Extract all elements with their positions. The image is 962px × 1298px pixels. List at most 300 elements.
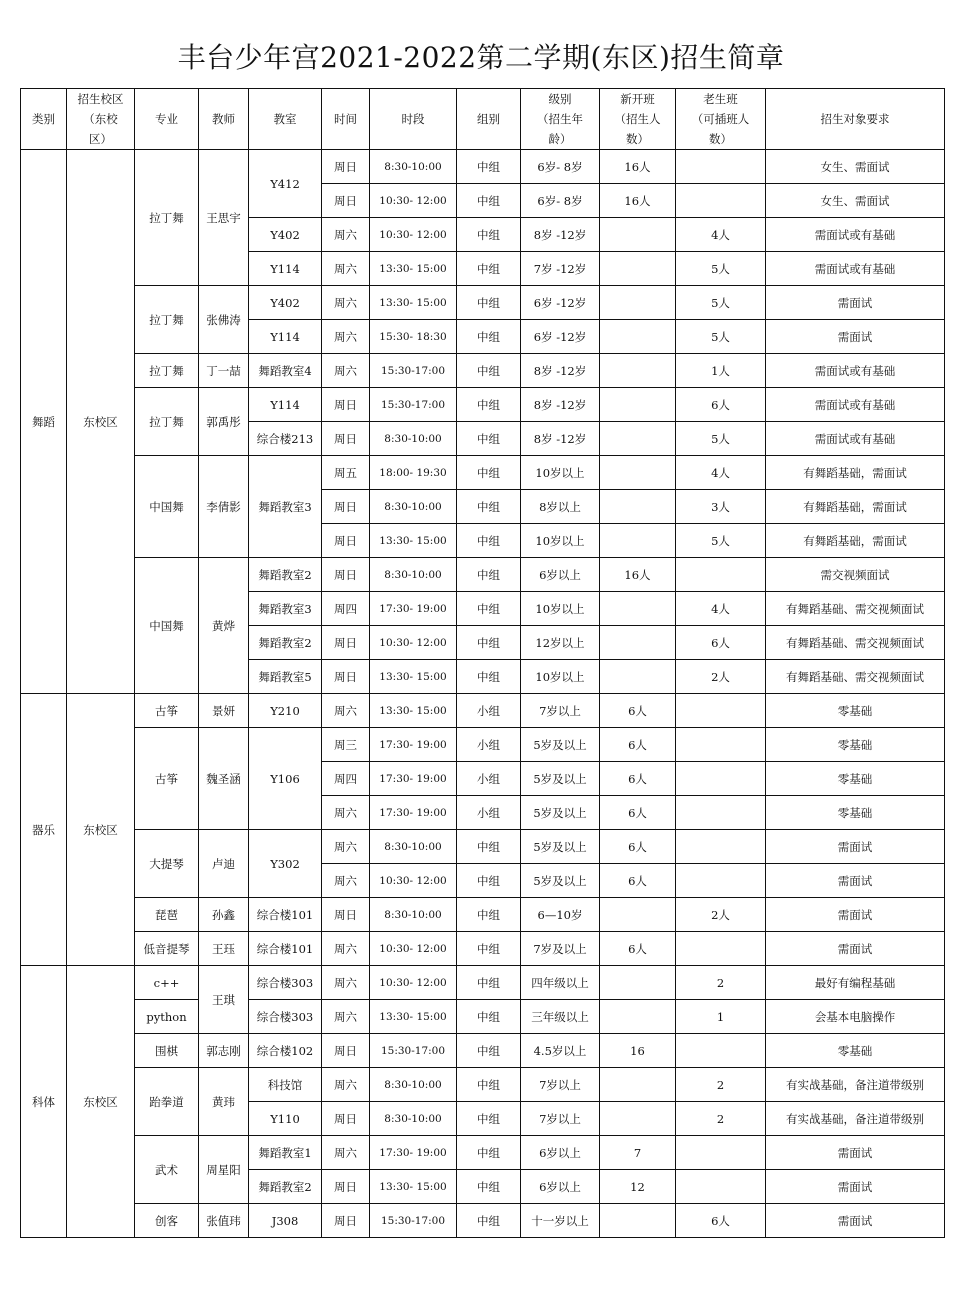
major-cell: 跆拳道 [135, 1068, 199, 1136]
teacher-cell: 魏圣涵 [199, 728, 249, 830]
old-class-cell [676, 864, 766, 898]
new-class-cell: 6人 [600, 796, 676, 830]
table-row [21, 830, 945, 864]
new-class-cell [600, 388, 676, 422]
period-cell: 17:30- 19:00 [370, 762, 457, 796]
day-cell: 周六 [322, 694, 370, 728]
major-cell: c++ [135, 966, 199, 1000]
room-cell: 舞蹈教室2 [249, 1170, 322, 1204]
period-cell: 15:30- 18:30 [370, 320, 457, 354]
new-class-cell: 6人 [600, 694, 676, 728]
room-cell: 舞蹈教室1 [249, 1136, 322, 1170]
teacher-cell: 郭志刚 [199, 1034, 249, 1068]
requirement-cell: 有舞蹈基础、需交视频面试 [766, 660, 945, 694]
group-cell: 小组 [457, 728, 521, 762]
period-cell: 8:30-10:00 [370, 490, 457, 524]
category-cell: 器乐 [21, 694, 67, 966]
requirement-cell: 零基础 [766, 728, 945, 762]
teacher-cell: 张佛涛 [199, 286, 249, 354]
campus-cell: 东校区 [67, 694, 135, 966]
page-title: 丰台少年宫2021-2022第二学期(东区)招生简章 [177, 41, 785, 74]
period-cell: 15:30-17:00 [370, 1034, 457, 1068]
room-cell: 舞蹈教室4 [249, 354, 322, 388]
requirement-cell: 需面试 [766, 286, 945, 320]
period-cell: 13:30- 15:00 [370, 252, 457, 286]
group-cell: 小组 [457, 694, 521, 728]
requirement-cell: 需面试或有基础 [766, 218, 945, 252]
old-class-cell [676, 150, 766, 184]
major-cell: 武术 [135, 1136, 199, 1204]
requirement-cell: 零基础 [766, 762, 945, 796]
group-cell: 中组 [457, 558, 521, 592]
day-cell: 周六 [322, 252, 370, 286]
new-class-cell [600, 1068, 676, 1102]
old-class-cell [676, 932, 766, 966]
teacher-cell: 周星阳 [199, 1136, 249, 1204]
header-campus: 招生校区 （东校 区） [67, 89, 135, 150]
new-class-cell [600, 252, 676, 286]
level-cell: 三年级以上 [521, 1000, 600, 1034]
requirement-cell: 有实战基础，备注道带级别 [766, 1102, 945, 1136]
old-class-cell [676, 694, 766, 728]
teacher-cell: 王琪 [199, 966, 249, 1034]
major-cell: 围棋 [135, 1034, 199, 1068]
new-class-cell: 6人 [600, 762, 676, 796]
level-cell: 7岁以上 [521, 1102, 600, 1136]
requirement-cell: 需面试 [766, 1136, 945, 1170]
period-cell: 17:30- 19:00 [370, 728, 457, 762]
day-cell: 周四 [322, 592, 370, 626]
day-cell: 周四 [322, 762, 370, 796]
teacher-cell: 王思宇 [199, 150, 249, 286]
period-cell: 13:30- 15:00 [370, 694, 457, 728]
requirement-cell: 零基础 [766, 694, 945, 728]
old-class-cell [676, 1136, 766, 1170]
group-cell: 中组 [457, 320, 521, 354]
header-group: 组别 [457, 89, 521, 150]
requirement-cell: 有舞蹈基础，需面试 [766, 456, 945, 490]
requirement-cell: 需面试 [766, 320, 945, 354]
period-cell: 10:30- 12:00 [370, 864, 457, 898]
teacher-cell: 张值玮 [199, 1204, 249, 1238]
room-cell: 综合楼102 [249, 1034, 322, 1068]
period-cell: 15:30-17:00 [370, 388, 457, 422]
table-row [21, 898, 945, 932]
group-cell: 小组 [457, 762, 521, 796]
group-cell: 中组 [457, 592, 521, 626]
old-class-cell [676, 184, 766, 218]
room-cell: Y412 [249, 150, 322, 218]
room-cell: Y114 [249, 252, 322, 286]
period-cell: 10:30- 12:00 [370, 932, 457, 966]
requirement-cell: 需面试或有基础 [766, 422, 945, 456]
group-cell: 中组 [457, 660, 521, 694]
major-cell: 古筝 [135, 694, 199, 728]
major-cell: 古筝 [135, 728, 199, 830]
room-cell: 综合楼303 [249, 966, 322, 1000]
table-row [21, 150, 945, 184]
level-cell: 8岁 -12岁 [521, 388, 600, 422]
group-cell: 中组 [457, 184, 521, 218]
major-cell: 拉丁舞 [135, 388, 199, 456]
requirement-cell: 有舞蹈基础，需面试 [766, 490, 945, 524]
enrollment-table-wrapper [20, 88, 945, 1238]
day-cell: 周五 [322, 456, 370, 490]
room-cell: 舞蹈教室3 [249, 456, 322, 558]
level-cell: 6岁以上 [521, 558, 600, 592]
major-cell: 创客 [135, 1204, 199, 1238]
category-cell: 科体 [21, 966, 67, 1238]
room-cell: Y402 [249, 286, 322, 320]
major-cell: 大提琴 [135, 830, 199, 898]
day-cell: 周六 [322, 796, 370, 830]
major-cell: 琵琶 [135, 898, 199, 932]
group-cell: 中组 [457, 218, 521, 252]
old-class-cell: 2 [676, 1102, 766, 1136]
group-cell: 中组 [457, 626, 521, 660]
day-cell: 周日 [322, 1170, 370, 1204]
day-cell: 周六 [322, 966, 370, 1000]
table-row [21, 1034, 945, 1068]
group-cell: 中组 [457, 1034, 521, 1068]
new-class-cell [600, 218, 676, 252]
old-class-cell: 6人 [676, 388, 766, 422]
day-cell: 周日 [322, 898, 370, 932]
major-cell: 低音提琴 [135, 932, 199, 966]
new-class-cell [600, 1204, 676, 1238]
period-cell: 17:30- 19:00 [370, 796, 457, 830]
level-cell: 10岁以上 [521, 592, 600, 626]
group-cell: 中组 [457, 354, 521, 388]
period-cell: 18:00- 19:30 [370, 456, 457, 490]
requirement-cell: 需面试 [766, 830, 945, 864]
level-cell: 10岁以上 [521, 524, 600, 558]
header-old-class: 老生班 （可插班人 数） [676, 89, 766, 150]
day-cell: 周日 [322, 150, 370, 184]
level-cell: 6岁 -12岁 [521, 320, 600, 354]
new-class-cell: 12 [600, 1170, 676, 1204]
day-cell: 周日 [322, 1204, 370, 1238]
period-cell: 8:30-10:00 [370, 898, 457, 932]
period-cell: 13:30- 15:00 [370, 660, 457, 694]
group-cell: 中组 [457, 830, 521, 864]
new-class-cell [600, 898, 676, 932]
level-cell: 5岁及以上 [521, 762, 600, 796]
period-cell: 10:30- 12:00 [370, 184, 457, 218]
table-body [21, 89, 945, 1238]
day-cell: 周六 [322, 320, 370, 354]
room-cell: Y114 [249, 320, 322, 354]
level-cell: 7岁以上 [521, 694, 600, 728]
old-class-cell: 5人 [676, 524, 766, 558]
group-cell: 中组 [457, 1170, 521, 1204]
room-cell: 舞蹈教室3 [249, 592, 322, 626]
new-class-cell [600, 320, 676, 354]
level-cell: 5岁及以上 [521, 864, 600, 898]
header-row [21, 89, 945, 150]
day-cell: 周六 [322, 286, 370, 320]
group-cell: 中组 [457, 932, 521, 966]
major-cell: 拉丁舞 [135, 354, 199, 388]
requirement-cell: 需面试或有基础 [766, 252, 945, 286]
old-class-cell: 3人 [676, 490, 766, 524]
room-cell: 科技馆 [249, 1068, 322, 1102]
old-class-cell: 5人 [676, 422, 766, 456]
room-cell: Y402 [249, 218, 322, 252]
old-class-cell [676, 1034, 766, 1068]
period-cell: 15:30-17:00 [370, 354, 457, 388]
new-class-cell [600, 286, 676, 320]
group-cell: 中组 [457, 1204, 521, 1238]
day-cell: 周六 [322, 932, 370, 966]
period-cell: 8:30-10:00 [370, 422, 457, 456]
old-class-cell: 5人 [676, 286, 766, 320]
level-cell: 6—10岁 [521, 898, 600, 932]
old-class-cell [676, 796, 766, 830]
old-class-cell: 2人 [676, 660, 766, 694]
level-cell: 4.5岁以上 [521, 1034, 600, 1068]
new-class-cell [600, 422, 676, 456]
day-cell: 周日 [322, 524, 370, 558]
table-row [21, 388, 945, 422]
level-cell: 7岁及以上 [521, 932, 600, 966]
level-cell: 12岁以上 [521, 626, 600, 660]
day-cell: 周六 [322, 830, 370, 864]
requirement-cell: 女生、需面试 [766, 150, 945, 184]
room-cell: 综合楼303 [249, 1000, 322, 1034]
old-class-cell [676, 558, 766, 592]
period-cell: 13:30- 15:00 [370, 1000, 457, 1034]
group-cell: 中组 [457, 490, 521, 524]
level-cell: 7岁以上 [521, 1068, 600, 1102]
table-row [21, 1000, 945, 1034]
group-cell: 中组 [457, 966, 521, 1000]
day-cell: 周日 [322, 1102, 370, 1136]
group-cell: 中组 [457, 422, 521, 456]
day-cell: 周日 [322, 422, 370, 456]
day-cell: 周六 [322, 1068, 370, 1102]
new-class-cell: 6人 [600, 932, 676, 966]
group-cell: 中组 [457, 1102, 521, 1136]
new-class-cell: 6人 [600, 864, 676, 898]
old-class-cell [676, 762, 766, 796]
room-cell: 舞蹈教室2 [249, 558, 322, 592]
group-cell: 中组 [457, 388, 521, 422]
teacher-cell: 孙鑫 [199, 898, 249, 932]
day-cell: 周六 [322, 864, 370, 898]
day-cell: 周六 [322, 218, 370, 252]
period-cell: 10:30- 12:00 [370, 626, 457, 660]
period-cell: 13:30- 15:00 [370, 286, 457, 320]
table-row [21, 694, 945, 728]
teacher-cell: 王珏 [199, 932, 249, 966]
day-cell: 周日 [322, 184, 370, 218]
header-teacher: 教师 [199, 89, 249, 150]
day-cell: 周六 [322, 1136, 370, 1170]
table-row [21, 966, 945, 1000]
table-row [21, 558, 945, 592]
new-class-cell [600, 1000, 676, 1034]
level-cell: 10岁以上 [521, 456, 600, 490]
day-cell: 周日 [322, 1034, 370, 1068]
header-category: 类别 [21, 89, 67, 150]
level-cell: 8岁 -12岁 [521, 422, 600, 456]
period-cell: 10:30- 12:00 [370, 966, 457, 1000]
old-class-cell: 2 [676, 1068, 766, 1102]
group-cell: 中组 [457, 524, 521, 558]
room-cell: 综合楼101 [249, 898, 322, 932]
category-cell: 舞蹈 [21, 150, 67, 694]
day-cell: 周日 [322, 388, 370, 422]
old-class-cell: 6人 [676, 1204, 766, 1238]
requirement-cell: 需面试或有基础 [766, 388, 945, 422]
new-class-cell: 6人 [600, 728, 676, 762]
requirement-cell: 零基础 [766, 796, 945, 830]
new-class-cell [600, 966, 676, 1000]
level-cell: 8岁 -12岁 [521, 354, 600, 388]
period-cell: 15:30-17:00 [370, 1204, 457, 1238]
period-cell: 8:30-10:00 [370, 830, 457, 864]
new-class-cell [600, 660, 676, 694]
table-row [21, 354, 945, 388]
old-class-cell: 1人 [676, 354, 766, 388]
old-class-cell: 2 [676, 966, 766, 1000]
day-cell: 周日 [322, 626, 370, 660]
group-cell: 中组 [457, 1068, 521, 1102]
new-class-cell [600, 626, 676, 660]
group-cell: 中组 [457, 864, 521, 898]
room-cell: Y106 [249, 728, 322, 830]
group-cell: 中组 [457, 252, 521, 286]
enrollment-table [20, 88, 945, 1238]
day-cell: 周日 [322, 558, 370, 592]
day-cell: 周日 [322, 660, 370, 694]
level-cell: 6岁以上 [521, 1136, 600, 1170]
teacher-cell: 郭禹彤 [199, 388, 249, 456]
level-cell: 5岁及以上 [521, 728, 600, 762]
table-row [21, 1204, 945, 1238]
header-major: 专业 [135, 89, 199, 150]
day-cell: 周六 [322, 1000, 370, 1034]
table-row [21, 932, 945, 966]
requirement-cell: 零基础 [766, 1034, 945, 1068]
old-class-cell: 4人 [676, 456, 766, 490]
requirement-cell: 需交视频面试 [766, 558, 945, 592]
period-cell: 13:30- 15:00 [370, 524, 457, 558]
level-cell: 6岁- 8岁 [521, 150, 600, 184]
teacher-cell: 丁一喆 [199, 354, 249, 388]
room-cell: Y210 [249, 694, 322, 728]
level-cell: 8岁 -12岁 [521, 218, 600, 252]
requirement-cell: 需面试 [766, 932, 945, 966]
old-class-cell: 6人 [676, 626, 766, 660]
room-cell: Y110 [249, 1102, 322, 1136]
period-cell: 10:30- 12:00 [370, 218, 457, 252]
table-row [21, 286, 945, 320]
old-class-cell: 5人 [676, 252, 766, 286]
new-class-cell: 7 [600, 1136, 676, 1170]
campus-cell: 东校区 [67, 150, 135, 694]
room-cell: 舞蹈教室2 [249, 626, 322, 660]
period-cell: 8:30-10:00 [370, 1102, 457, 1136]
old-class-cell: 5人 [676, 320, 766, 354]
group-cell: 中组 [457, 286, 521, 320]
old-class-cell [676, 1170, 766, 1204]
requirement-cell: 有舞蹈基础，需面试 [766, 524, 945, 558]
major-cell: 中国舞 [135, 558, 199, 694]
room-cell: 综合楼213 [249, 422, 322, 456]
level-cell: 6岁以上 [521, 1170, 600, 1204]
requirement-cell: 有舞蹈基础、需交视频面试 [766, 626, 945, 660]
room-cell: 综合楼101 [249, 932, 322, 966]
teacher-cell: 黄玮 [199, 1068, 249, 1136]
room-cell: J308 [249, 1204, 322, 1238]
teacher-cell: 景妍 [199, 694, 249, 728]
requirement-cell: 需面试 [766, 1170, 945, 1204]
new-class-cell: 16人 [600, 184, 676, 218]
level-cell: 7岁 -12岁 [521, 252, 600, 286]
new-class-cell [600, 592, 676, 626]
new-class-cell: 16人 [600, 558, 676, 592]
room-cell: Y302 [249, 830, 322, 898]
requirement-cell: 需面试 [766, 898, 945, 932]
old-class-cell [676, 830, 766, 864]
major-cell: python [135, 1000, 199, 1034]
teacher-cell: 卢迪 [199, 830, 249, 898]
major-cell: 拉丁舞 [135, 286, 199, 354]
new-class-cell: 6人 [600, 830, 676, 864]
requirement-cell: 需面试 [766, 1204, 945, 1238]
old-class-cell: 1 [676, 1000, 766, 1034]
requirement-cell: 最好有编程基础 [766, 966, 945, 1000]
period-cell: 8:30-10:00 [370, 1068, 457, 1102]
header-period: 时段 [370, 89, 457, 150]
new-class-cell: 16 [600, 1034, 676, 1068]
group-cell: 中组 [457, 898, 521, 932]
new-class-cell [600, 456, 676, 490]
teacher-cell: 李倩影 [199, 456, 249, 558]
level-cell: 十一岁以上 [521, 1204, 600, 1238]
day-cell: 周三 [322, 728, 370, 762]
header-new-class: 新开班 （招生人 数） [600, 89, 676, 150]
old-class-cell: 4人 [676, 592, 766, 626]
day-cell: 周日 [322, 490, 370, 524]
group-cell: 小组 [457, 796, 521, 830]
header-room: 教室 [249, 89, 322, 150]
level-cell: 8岁以上 [521, 490, 600, 524]
requirement-cell: 有实战基础，备注道带级别 [766, 1068, 945, 1102]
new-class-cell [600, 354, 676, 388]
requirement-cell: 需面试 [766, 864, 945, 898]
period-cell: 8:30-10:00 [370, 558, 457, 592]
table-row [21, 728, 945, 762]
table-row [21, 456, 945, 490]
old-class-cell: 2人 [676, 898, 766, 932]
header-level: 级别 （招生年 龄） [521, 89, 600, 150]
group-cell: 中组 [457, 1000, 521, 1034]
new-class-cell [600, 1102, 676, 1136]
new-class-cell [600, 524, 676, 558]
room-cell: Y114 [249, 388, 322, 422]
level-cell: 10岁以上 [521, 660, 600, 694]
new-class-cell [600, 490, 676, 524]
table-row [21, 1068, 945, 1102]
level-cell: 6岁 -12岁 [521, 286, 600, 320]
old-class-cell: 4人 [676, 218, 766, 252]
period-cell: 17:30- 19:00 [370, 1136, 457, 1170]
header-day: 时间 [322, 89, 370, 150]
period-cell: 13:30- 15:00 [370, 1170, 457, 1204]
